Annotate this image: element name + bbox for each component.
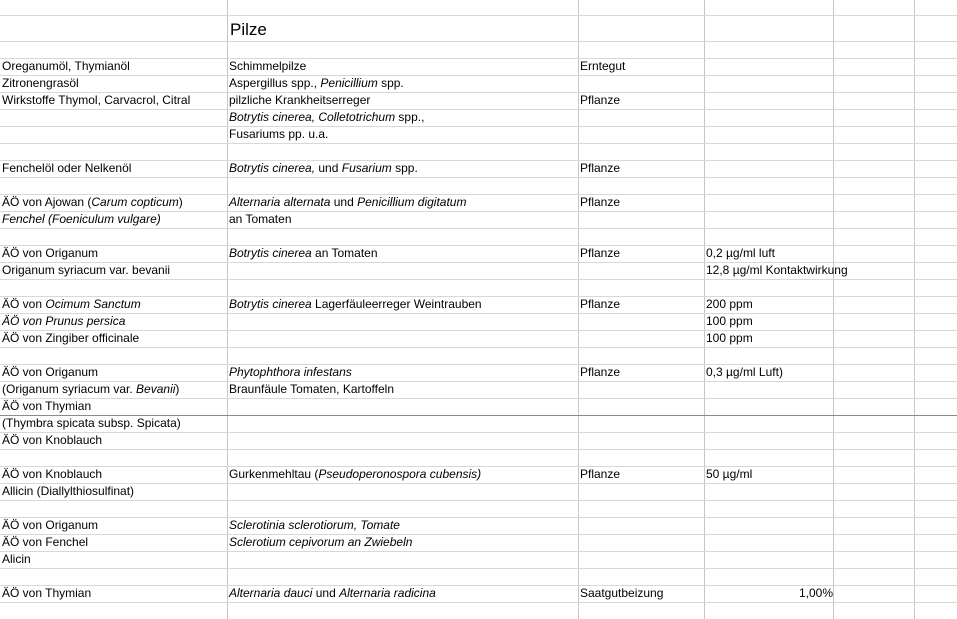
cell-text: Fenchel ( (2, 212, 53, 226)
cell-c-row-12[interactable] (578, 245, 704, 261)
cell-e-row-26[interactable] (833, 483, 914, 499)
cell-text: Botrytis cinerea (229, 246, 312, 260)
cell-d-row-5[interactable] (704, 126, 833, 142)
cell-text: ) (178, 195, 183, 209)
cell-text: Ocimum Sanctum (45, 297, 141, 311)
cell-c-row-19[interactable] (578, 364, 704, 380)
cell-a-row-26[interactable] (0, 483, 227, 499)
cell-d-row-29[interactable] (704, 534, 833, 550)
cell-text: Lagerfäuleerreger Weintrauben (311, 297, 482, 311)
cell-a-row-11[interactable] (0, 228, 227, 244)
cell-text: ÄÖ von Knoblauch (2, 433, 103, 447)
cell-b-row-7[interactable] (227, 160, 578, 176)
cell-c-row-17[interactable] (578, 330, 704, 346)
cell-text: und (312, 586, 340, 600)
cell-d-row-31[interactable] (704, 568, 833, 584)
cell-e-row-12[interactable] (833, 245, 914, 261)
cell-e-row-4[interactable] (833, 109, 914, 125)
cell-d-row-14[interactable] (704, 279, 833, 295)
cell-e-row-7[interactable] (833, 160, 914, 176)
cell-d-row-12[interactable] (704, 245, 833, 261)
cell-b-row-9[interactable] (227, 194, 578, 210)
cell-b-row-24[interactable] (227, 449, 578, 465)
cell-c-row-9[interactable] (578, 194, 704, 210)
cell-b-row-8[interactable] (227, 177, 578, 193)
cell-text: Zitronengrasöl (2, 76, 79, 90)
cell-d-row-4[interactable] (704, 109, 833, 125)
cell-b-row-25[interactable] (227, 466, 578, 482)
cell-b-row-22[interactable] (227, 415, 578, 431)
cell-c-row-14[interactable] (578, 279, 704, 295)
cell-a-row-6[interactable] (0, 143, 227, 159)
cell-c-row-24[interactable] (578, 449, 704, 465)
cell-c-row-29[interactable] (578, 534, 704, 550)
cell-d-row-13[interactable] (704, 262, 848, 278)
cell-text: ÄÖ von Thymian (2, 586, 92, 600)
cell-text: Schimmelpilze (229, 59, 307, 73)
cell-text: spp. (377, 76, 404, 90)
cell-text: Foeniculum vulgare (52, 212, 157, 226)
cell-a-row-23[interactable] (0, 432, 227, 448)
cell-c-row-1[interactable] (578, 58, 704, 74)
cell-e-row-22[interactable] (833, 415, 914, 431)
cell-a-row-28[interactable] (0, 517, 227, 533)
cell-d-row-3[interactable] (704, 92, 833, 108)
cell-a-row-14[interactable] (0, 279, 227, 295)
cell-text: Sclerotium cepivorum an Zwiebeln (229, 535, 413, 549)
cell-b-row-13[interactable] (227, 262, 578, 278)
cell-d-row-25[interactable] (704, 466, 833, 482)
cell-c-row-4[interactable] (578, 109, 704, 125)
cell-e-row-25[interactable] (833, 466, 914, 482)
cell-b-row-2[interactable] (227, 75, 578, 91)
cell-c-row-6[interactable] (578, 143, 704, 159)
cell-d-row-1[interactable] (704, 58, 833, 74)
cell-c-row-22[interactable] (578, 415, 704, 431)
cell-text: Allicin (Diallylthiosulfinat) (2, 484, 135, 498)
cell-a-row-17[interactable] (0, 330, 227, 346)
cell-e-row-32[interactable] (833, 585, 914, 601)
cell-text: Aspergillus spp., (229, 76, 321, 90)
cell-text: 12,8 µg/ml Kontaktwirkung (706, 263, 848, 277)
cell-text: ÄÖ von Ajowan ( (2, 195, 92, 209)
cell-text: ÄÖ von Origanum (2, 518, 99, 532)
cell-c-row-16[interactable] (578, 313, 704, 329)
cell-b-row-12[interactable] (227, 245, 578, 261)
cell-text: Sclerotinia sclerotiorum, Tomate (229, 518, 400, 532)
cell-text: Fenchelöl oder Nelkenöl (2, 161, 132, 175)
cell-c-row-32[interactable] (578, 585, 704, 601)
cell-a-row-4[interactable] (0, 109, 227, 125)
cell-a-row-32[interactable] (0, 585, 227, 601)
cell-e-row-15[interactable] (833, 296, 914, 312)
cell-d-row-30[interactable] (704, 551, 833, 567)
cell-d-row-24[interactable] (704, 449, 833, 465)
cell-b-row-10[interactable] (227, 211, 578, 227)
cell-c-row-10[interactable] (578, 211, 704, 227)
cell-e-row-5[interactable] (833, 126, 914, 142)
cell-d-row-22[interactable] (704, 415, 833, 431)
cell-c-row-23[interactable] (578, 432, 704, 448)
cell-d-row-26[interactable] (704, 483, 833, 499)
cell-text: Fusariums pp. u.a. (229, 127, 329, 141)
cell-text: (Thymbra spicata subsp. Spicata) (2, 416, 181, 430)
cell-e-row-16[interactable] (833, 313, 914, 329)
cell-text: Oreganumöl, Thymianöl (2, 59, 130, 73)
cell-e-row-8[interactable] (833, 177, 914, 193)
cell-a-row-22[interactable] (0, 415, 227, 431)
cell-b-row-19[interactable] (227, 364, 578, 380)
sheet-title[interactable]: Pilze (230, 20, 267, 39)
cell-d-row-9[interactable] (704, 194, 833, 210)
cell-c-row-8[interactable] (578, 177, 704, 193)
cell-b-row-31[interactable] (227, 568, 578, 584)
cell-c-row-30[interactable] (578, 551, 704, 567)
cell-text: Botrytis cinerea, Colletotrichum (229, 110, 396, 124)
cell-text: Pseudoperonospora cubensis) (318, 467, 482, 481)
cell-text: 100 ppm (706, 331, 753, 345)
cell-e-row-29[interactable] (833, 534, 914, 550)
cell-d-row-27[interactable] (704, 500, 833, 516)
cell-a-row-1[interactable] (0, 58, 227, 74)
cell-text: Phytophthora infestans (229, 365, 352, 379)
cell-text: Pflanze (580, 93, 621, 107)
cell-e-row-18[interactable] (833, 347, 914, 363)
cell-c-row-5[interactable] (578, 126, 704, 142)
cell-b-row-17[interactable] (227, 330, 578, 346)
cell-b-row-29[interactable] (227, 534, 578, 550)
cell-e-row-24[interactable] (833, 449, 914, 465)
cell-d-row-21[interactable] (704, 398, 833, 414)
row-divider (0, 15, 957, 16)
cell-e-row-2[interactable] (833, 75, 914, 91)
cell-a-row-21[interactable] (0, 398, 227, 414)
cell-b-row-1[interactable] (227, 58, 578, 74)
cell-e-row-13[interactable] (833, 262, 914, 278)
cell-text: Pflanze (580, 161, 621, 175)
cell-c-row-31[interactable] (578, 568, 704, 584)
cell-b-row-3[interactable] (227, 92, 578, 108)
cell-e-row-30[interactable] (833, 551, 914, 567)
cell-d-row-23[interactable] (704, 432, 833, 448)
cell-d-row-20[interactable] (704, 381, 833, 397)
cell-d-row-19[interactable] (704, 364, 833, 380)
cell-d-row-16[interactable] (704, 313, 833, 329)
cell-a-row-19[interactable] (0, 364, 227, 380)
cell-d-row-15[interactable] (704, 296, 833, 312)
cell-text: ÄÖ von Knoblauch (2, 467, 103, 481)
cell-d-row-7[interactable] (704, 160, 833, 176)
cell-e-row-1[interactable] (833, 58, 914, 74)
cell-b-row-20[interactable] (227, 381, 578, 397)
cell-b-row-28[interactable] (227, 517, 578, 533)
cell-d-row-8[interactable] (704, 177, 833, 193)
cell-c-row-13[interactable] (578, 262, 704, 278)
cell-e-row-17[interactable] (833, 330, 914, 346)
cell-b-row-4[interactable] (227, 109, 578, 125)
cell-text: Penicillium (320, 76, 378, 90)
row-divider (0, 41, 957, 42)
cell-text: ÄÖ von Prunus persica (2, 314, 126, 328)
cell-e-row-23[interactable] (833, 432, 914, 448)
cell-d-row-28[interactable] (704, 517, 833, 533)
cell-b-row-5[interactable] (227, 126, 578, 142)
cell-b-row-30[interactable] (227, 551, 578, 567)
cell-text: ÄÖ von Origanum (2, 365, 99, 379)
cell-e-row-21[interactable] (833, 398, 914, 414)
cell-c-row-7[interactable] (578, 160, 704, 176)
cell-text: Alternaria radicina (339, 586, 436, 600)
cell-text: Alternaria alternata (229, 195, 331, 209)
cell-e-row-10[interactable] (833, 211, 914, 227)
cell-a-row-5[interactable] (0, 126, 227, 142)
cell-b-row-14[interactable] (227, 279, 578, 295)
cell-c-row-11[interactable] (578, 228, 704, 244)
cell-text: ÄÖ von Origanum (2, 246, 99, 260)
cell-d-row-10[interactable] (704, 211, 833, 227)
cell-text: Pflanze (580, 297, 621, 311)
cell-c-row-3[interactable] (578, 92, 704, 108)
cell-e-row-31[interactable] (833, 568, 914, 584)
cell-text: Origanum syriacum var. bevanii (2, 263, 171, 277)
row-divider (0, 602, 957, 603)
cell-c-row-20[interactable] (578, 381, 704, 397)
cell-d-row-32[interactable] (704, 585, 835, 601)
cell-text: (Origanum syriacum var. (2, 382, 137, 396)
cell-text: 200 ppm (706, 297, 753, 311)
cell-c-row-27[interactable] (578, 500, 704, 516)
cell-e-row-6[interactable] (833, 143, 914, 159)
cell-b-row-32[interactable] (227, 585, 578, 601)
cell-d-row-2[interactable] (704, 75, 833, 91)
cell-c-row-18[interactable] (578, 347, 704, 363)
cell-a-row-13[interactable] (0, 262, 227, 278)
cell-text: Saatgutbeizung (580, 586, 664, 600)
cell-text: ÄÖ von Fenchel (2, 535, 89, 549)
cell-a-row-25[interactable] (0, 466, 227, 482)
cell-text: ÄÖ von Thymian (2, 399, 92, 413)
cell-e-row-28[interactable] (833, 517, 914, 533)
cell-text: Gurkenmehltau ( (229, 467, 319, 481)
cell-a-row-30[interactable] (0, 551, 227, 567)
cell-text: Carum copticum (91, 195, 179, 209)
cell-a-row-3[interactable] (0, 92, 227, 108)
cell-text: Bevanii (136, 382, 176, 396)
cell-a-row-24[interactable] (0, 449, 227, 465)
cell-text: Pflanze (580, 467, 621, 481)
cell-c-row-25[interactable] (578, 466, 704, 482)
cell-text: an Tomaten (311, 246, 378, 260)
cell-c-row-15[interactable] (578, 296, 704, 312)
cell-text: ) (175, 382, 180, 396)
cell-text: Braunfäule Tomaten, Kartoffeln (229, 382, 394, 396)
cell-d-row-6[interactable] (704, 143, 833, 159)
cell-c-row-21[interactable] (578, 398, 704, 414)
cell-d-row-11[interactable] (704, 228, 833, 244)
cell-a-row-8[interactable] (0, 177, 227, 193)
cell-text: Botrytis cinerea (229, 297, 312, 311)
cell-text: Pflanze (580, 365, 621, 379)
cell-b-row-6[interactable] (227, 143, 578, 159)
cell-text: und (330, 195, 358, 209)
cell-b-row-16[interactable] (227, 313, 578, 329)
cell-text: Pflanze (580, 246, 621, 260)
cell-a-row-15[interactable] (0, 296, 227, 312)
cell-a-row-12[interactable] (0, 245, 227, 261)
cell-text: 50 µg/ml (706, 467, 753, 481)
cell-text: Erntegut (580, 59, 626, 73)
cell-text: spp. (391, 161, 418, 175)
cell-text: Wirkstoffe Thymol, Carvacrol, Citral (2, 93, 191, 107)
cell-a-row-9[interactable] (0, 194, 227, 210)
cell-text: ÄÖ von Zingiber officinale (2, 331, 140, 345)
cell-a-row-16[interactable] (0, 313, 227, 329)
cell-text: an Tomaten (229, 212, 292, 226)
cell-text: 100 ppm (706, 314, 753, 328)
cell-e-row-9[interactable] (833, 194, 914, 210)
cell-b-row-18[interactable] (227, 347, 578, 363)
cell-a-row-31[interactable] (0, 568, 227, 584)
cell-text: und (315, 161, 342, 175)
cell-e-row-14[interactable] (833, 279, 914, 295)
cell-text: Alicin (2, 552, 31, 566)
cell-text: Fusarium (341, 161, 392, 175)
cell-text: ) (156, 212, 161, 226)
cell-b-row-27[interactable] (227, 500, 578, 516)
cell-c-row-26[interactable] (578, 483, 704, 499)
cell-c-row-28[interactable] (578, 517, 704, 533)
cell-b-row-23[interactable] (227, 432, 578, 448)
cell-a-row-27[interactable] (0, 500, 227, 516)
cell-e-row-27[interactable] (833, 500, 914, 516)
cell-d-row-17[interactable] (704, 330, 833, 346)
cell-a-row-20[interactable] (0, 381, 227, 397)
cell-text: ÄÖ von (2, 297, 46, 311)
cell-d-row-18[interactable] (704, 347, 833, 363)
cell-b-row-11[interactable] (227, 228, 578, 244)
cell-text: Botrytis cinerea, (229, 161, 316, 175)
cell-e-row-3[interactable] (833, 92, 914, 108)
cell-b-row-21[interactable] (227, 398, 578, 414)
cell-e-row-11[interactable] (833, 228, 914, 244)
cell-b-row-15[interactable] (227, 296, 578, 312)
cell-text: Penicillium digitatum (357, 195, 467, 209)
cell-text: spp., (395, 110, 425, 124)
cell-text: 0,3 µg/ml Luft) (706, 365, 783, 379)
cell-text: 0,2 µg/ml luft (706, 246, 775, 260)
cell-e-row-19[interactable] (833, 364, 914, 380)
cell-text: pilzliche Krankheitserreger (229, 93, 371, 107)
cell-a-row-18[interactable] (0, 347, 227, 363)
cell-a-row-7[interactable] (0, 160, 227, 176)
cell-a-row-10[interactable] (0, 211, 227, 227)
cell-a-row-29[interactable] (0, 534, 227, 550)
cell-c-row-2[interactable] (578, 75, 704, 91)
cell-b-row-26[interactable] (227, 483, 578, 499)
cell-text: Alternaria dauci (229, 586, 313, 600)
cell-text: Pflanze (580, 195, 621, 209)
cell-a-row-2[interactable] (0, 75, 227, 91)
cell-text: 1,00% (798, 586, 833, 600)
cell-e-row-20[interactable] (833, 381, 914, 397)
